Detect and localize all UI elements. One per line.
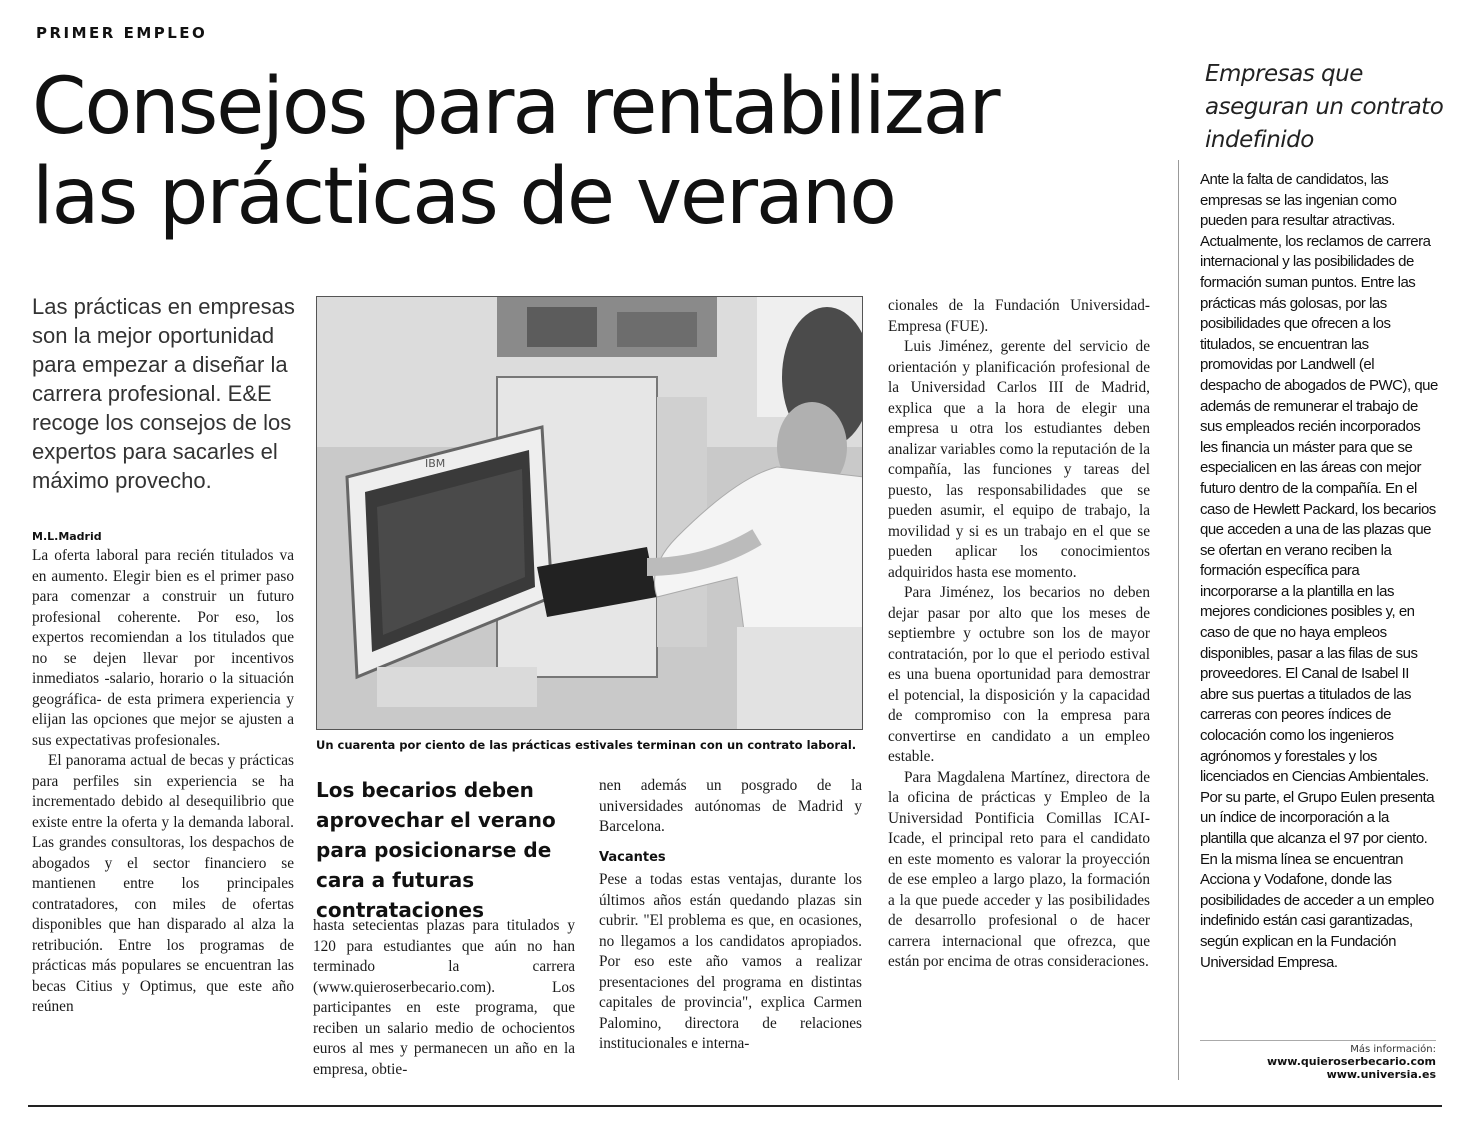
bottom-rule — [28, 1105, 1442, 1107]
link-universia[interactable]: www.universia.es — [1326, 1068, 1436, 1081]
paragraph: Pese a todas estas ventajas, durante los últimos años están quedando plazas sin cubrir. "El problema es que, en ocasiones, no llegamos a los candidatos apropiados. Por eso este año vamos a realizar presentaciones del programa en distintas capitales de provincia", explica Carmen Palomino, directora de relaciones institucionales e interna- — [599, 871, 862, 1052]
paragraph: Para Magdalena Martínez, directora de la oficina de prácticas y Empleo de la Universidad Pontificia Comillas ICAI-Icade, el principal reto para el candidato en este momento es valorar la proyección de ese empleo a largo plazo, la formación a la que puede acceder y las posibilidades de desarrollo profesional o de hacer carrera internacional que ofrezca, que están por encima de otras consideraciones. — [888, 768, 1150, 970]
article-column-2 — [313, 916, 575, 1080]
monitor-brand: IBM — [425, 457, 446, 470]
subhead-vacantes: Vacantes — [599, 849, 666, 865]
photo-caption: Un cuarenta por ciento de las prácticas estivales terminan con un contrato laboral. — [316, 738, 857, 752]
article-column-4 — [888, 296, 1150, 973]
more-info-box — [1200, 1040, 1436, 1081]
paragraph: hasta setecientas plazas para titulados y 120 para estudiantes que aún no han terminado la carrera (www.quieroserbecario.com). Los participantes en este programa, que reciben un salario medio de ochocientos euros al mes y permanecen un año en la empresa, obtie- — [313, 917, 575, 1078]
sidebar-title: Empresas que aseguran un contrato indefinido — [1205, 61, 1444, 153]
link-quieroserbecario[interactable]: www.quieroserbecario.com — [1266, 1055, 1436, 1068]
photo-illustration — [317, 297, 863, 730]
sidebar-divider — [1178, 160, 1179, 1080]
paragraph: El panorama actual de becas y prácticas para perfiles sin experiencia se ha incrementado debido al desequilibrio que existe entre la oferta y la demanda laboral. Las grandes consultoras, los despachos de abogados y el sector financiero se mantienen entre los principales contratadores, con miles de ofertas disponibles que han disparado al alza la retribución. Entre los programas de prácticas más populares se encuentran las becas Citius y Optimus, que este año reúnen — [32, 752, 294, 1015]
headline — [32, 62, 1142, 242]
standfirst: Las prácticas en empresas son la mejor oportunidad para empezar a diseñar la carrera profesional. E&E recoge los consejos de los expertos para sacarles el máximo provecho. — [32, 294, 295, 493]
pullquote: Los becarios deben aprovechar el verano para posicionarse de cara a futuras contrataciones — [316, 778, 556, 922]
paragraph: La oferta laboral para recién titulados va en aumento. Elegir bien es el primer paso para comenzar a construir un futuro profesional coherente. Por eso, los expertos recomiendan a los titulados que no se dejen llevar por incentivos inmediatos -salario, horario o la situación geográfica- de esta primera experiencia y elijan las opciones que mejor se ajusten a sus expectativas profesionales. — [32, 547, 294, 749]
paragraph: Luis Jiménez, gerente del servicio de orientación y planificación profesional de la Universidad Carlos III de Madrid, explica que a la hora de elegir una empresa u otra los estudiantes deben analizar variables como la reputación de la compañía, las funciones y tareas del puesto, las responsabilidades que se pueden asumir, el equipo de trabajo, la movilidad y si es un trabajo en el que se pueden aplicar los conocimientos adquiridos hasta ese momento. — [888, 338, 1150, 581]
headline-line-1: Consejos para rentabilizar — [32, 62, 999, 152]
headline-line-2: las prácticas de verano — [32, 152, 895, 242]
byline: M.L.Madrid — [32, 530, 102, 543]
paragraph: Para Jiménez, los becarios no deben dejar pasar por alto que los meses de septiembre y octubre son los de mayor contratación, por lo que el periodo estival es una buena oportunidad para demostrar el potencial, la disposición y la capacidad de compromiso con la empresa para convertirse en candidato a un empleo estable. — [888, 584, 1150, 765]
paragraph: cionales de la Fundación Universidad-Empresa (FUE). — [888, 297, 1150, 335]
article-column-3 — [599, 776, 862, 1055]
article-photo — [316, 296, 863, 730]
section-label: PRIMER EMPLEO — [36, 24, 208, 42]
paragraph: nen además un posgrado de la universidades autónomas de Madrid y Barcelona. — [599, 777, 862, 835]
article-column-1 — [32, 546, 294, 1018]
more-info-label: Más información: — [1350, 1044, 1436, 1055]
sidebar-body: Ante la falta de candidatos, las empresas se las ingenian como pueden para resultar atractivas. Actualmente, los reclamos de carrera internacional y las posibilidades de formación suman puntos. Entre las prácticas más golosas, por las posibilidades que ofrecen a los titulados, se encuentran las promovidas por Landwell (el despacho de abogados de PWC), que además de remunerar el trabajo de sus empleados recién incorporados les financia un máster para que se especialicen en las áreas con mejor futuro dentro de la compañía. En el caso de Hewlett Packard, los becarios que acceden a una de las plazas que se ofertan en verano reciben la formación específica para incorporarse a la plantilla en las mejores condiciones posibles y, en caso de que no haya empleos disponibles, pasar a las filas de sus proveedores. El Canal de Isabel II abre sus puertas a titulados de las carreras con peores índices de colocación como los ingenieros agrónomos y forestales y los licenciados en Ciencias Ambientales. Por su parte, el Grupo Eulen presenta un índice de incorporación a la plantilla que alcanza el 97 por ciento. En la misma línea se encuentran Acciona y Vodafone, donde las posibilidades de acceder a un empleo indefinido están casi garantizadas, según explican en la Fundación Universidad Empresa. — [1200, 171, 1438, 971]
